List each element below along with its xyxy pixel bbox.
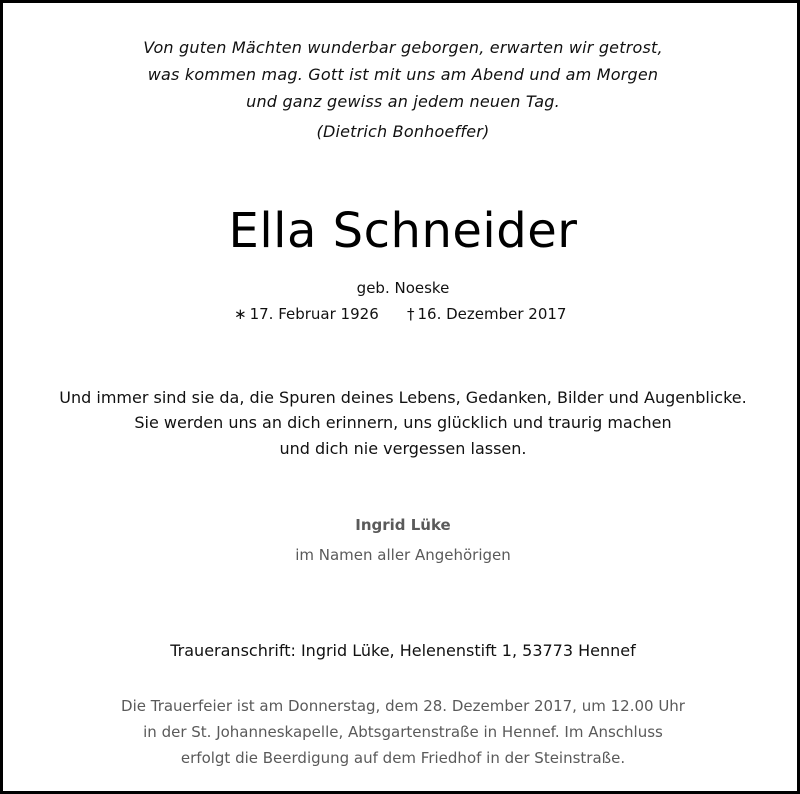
death-date-group <box>407 305 566 323</box>
mourning-address: Traueranschrift: Ingrid Lüke, Helenenstift 1, 53773 Hennef <box>170 641 636 660</box>
tribute-line-1: Und immer sind sie da, die Spuren deines Lebens, Gedanken, Bilder und Augenblicke. <box>59 388 747 407</box>
quote-line-2: was kommen mag. Gott ist mit uns am Abend und am Morgen <box>147 65 659 84</box>
quote-author: (Dietrich Bonhoeffer) <box>316 122 490 141</box>
ceremony-line-1: Die Trauerfeier ist am Donnerstag, dem 28. Dezember 2017, um 12.00 Uhr <box>121 697 685 715</box>
tribute-line-2: Sie werden uns an dich erinnern, uns glücklich und traurig machen <box>134 413 672 432</box>
mourner-name: Ingrid Lüke <box>355 516 451 534</box>
maiden-name: geb. Noeske <box>356 279 450 297</box>
birth-star-icon: ∗ <box>234 305 247 323</box>
cross-icon: † <box>407 305 415 323</box>
mourner-note: im Namen aller Angehörigen <box>295 546 511 564</box>
death-date: 16. Dezember 2017 <box>417 305 567 323</box>
tribute-line-3: und dich nie vergessen lassen. <box>279 439 527 458</box>
quote-line-1: Von guten Mächten wunderbar geborgen, erwarten wir getrost, <box>143 38 663 57</box>
ceremony-line-2: in der St. Johanneskapelle, Abtsgartenstraße in Hennef. Im Anschluss <box>143 723 663 741</box>
birth-date-group <box>234 305 379 323</box>
quote-line-3: und ganz gewiss an jedem neuen Tag. <box>246 92 560 111</box>
birth-date: 17. Februar 1926 <box>249 305 379 323</box>
deceased-name: Ella Schneider <box>228 203 578 259</box>
ceremony-line-3: erfolgt die Beerdigung auf dem Friedhof in der Steinstraße. <box>180 749 626 767</box>
